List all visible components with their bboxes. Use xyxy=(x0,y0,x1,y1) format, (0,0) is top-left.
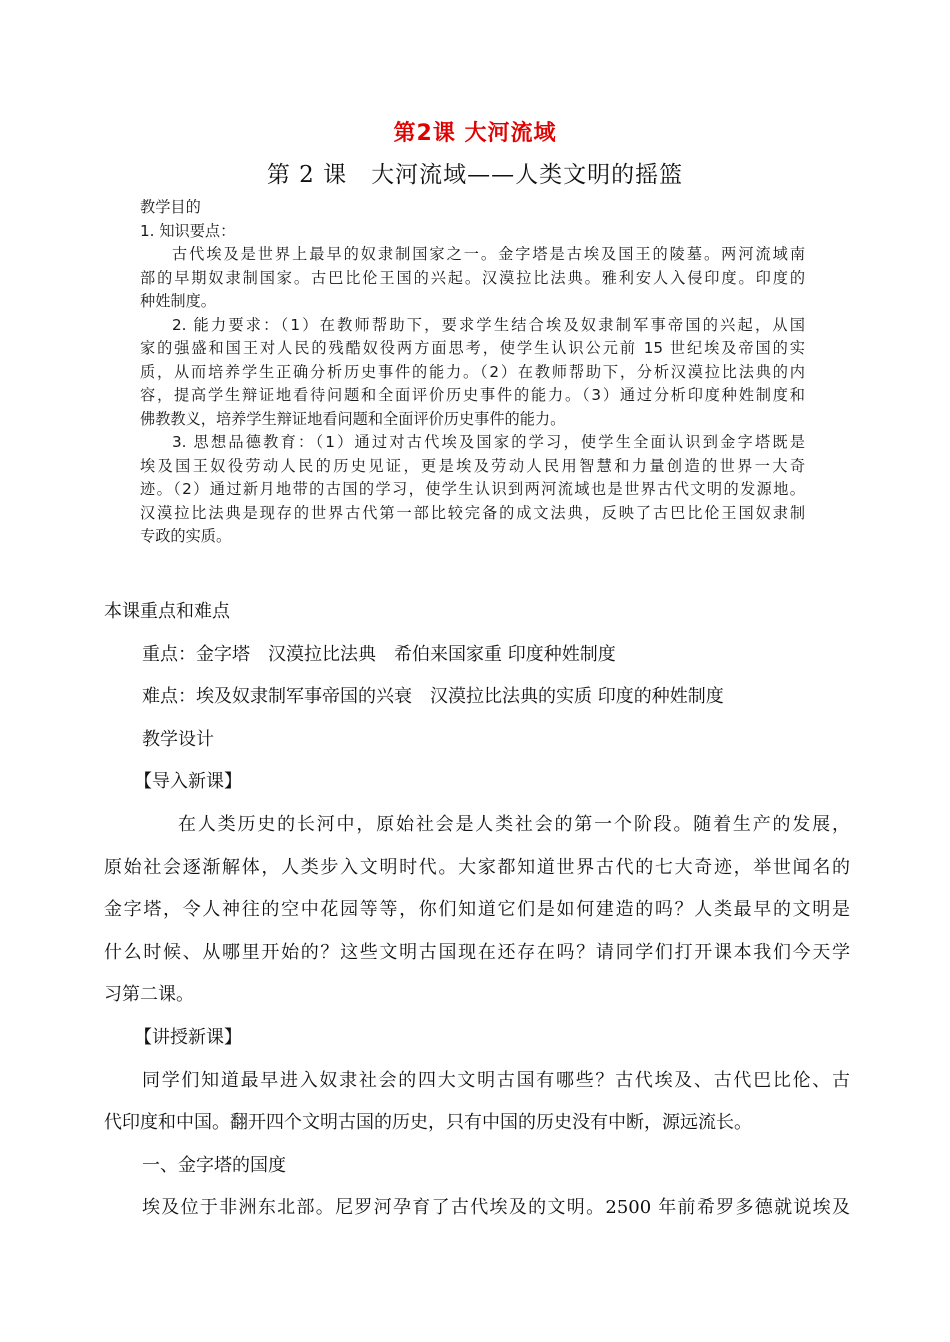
objectives-block xyxy=(140,196,805,549)
lesson-title: 第2课 大河流域 xyxy=(393,121,557,146)
section-heading: 本课重点和难点 xyxy=(104,601,230,622)
objectives-line: 质，从而培养学生正确分析历史事件的能力。（2）在教师帮助下，分析汉漠拉比法典的内 xyxy=(140,362,805,381)
objectives-line: 容，提高学生辩证地看待问题和全面评价历史事件的能力。（3）通过分析印度种姓制度和 xyxy=(140,386,805,404)
key-points: 重点：金字塔 汉漠拉比法典 希伯来国家重 印度种姓制度 xyxy=(142,643,616,665)
objectives-line: 家的强盛和国王对人民的残酷奴役两方面思考，使学生认识公元前 15 世纪埃及帝国的实 xyxy=(140,339,805,357)
section-heading: 一、金字塔的国度 xyxy=(142,1154,286,1176)
section-heading: 【导入新课】 xyxy=(134,771,242,793)
objectives-line: 专政的实质。 xyxy=(140,527,232,545)
objectives-line: 汉漠拉比法典是现存的世界古代第一部比较完备的成文法典，反映了古巴比伦王国奴隶制 xyxy=(140,503,805,522)
body-line: 代印度和中国。翻开四个文明古国的历史，只有中国的历史没有中断，源远流长。 xyxy=(104,1112,752,1134)
section-heading: 教学设计 xyxy=(142,728,214,750)
body-line: 习第二课。 xyxy=(104,984,194,1006)
body-line: 什么时候、从哪里开始的？这些文明古国现在还存在吗？请同学们打开课本我们今天学 xyxy=(104,941,850,963)
objectives-line: 迹。（2）通过新月地带的古国的学习，使学生认识到两河流域也是世界古代文明的发源地。 xyxy=(140,480,805,498)
objectives-heading: 教学目的 xyxy=(140,198,201,216)
difficult-points: 难点：埃及奴隶制军事帝国的兴衰 汉漠拉比法典的实质 印度的种姓制度 xyxy=(142,686,724,708)
lesson-body xyxy=(104,591,850,1230)
lesson-subtitle: 第 2 课 大河流域——人类文明的摇篮 xyxy=(266,162,684,188)
objectives-line: 部的早期奴隶制国家。古巴比伦王国的兴起。汉漠拉比法典。雅利安人入侵印度。印度的 xyxy=(140,268,805,287)
objectives-line: 埃及国王奴役劳动人民的历史见证，更是埃及劳动人民用智慧和力量创造的世界一大奇 xyxy=(140,456,805,475)
body-line: 在人类历史的长河中，原始社会是人类社会的第一个阶段。随着生产的发展， xyxy=(178,813,850,835)
objectives-line: 种姓制度。 xyxy=(140,292,216,310)
objectives-line: 古代埃及是世界上最早的奴隶制国家之一。金字塔是古埃及国王的陵墓。两河流域南 xyxy=(172,245,805,263)
body-line: 埃及位于非洲东北部。尼罗河孕育了古代埃及的文明。2500 年前希罗多德就说埃及 xyxy=(142,1197,850,1219)
objectives-line: 佛教教义，培养学生辩证地看问题和全面评价历史事件的能力。 xyxy=(140,409,566,428)
body-line: 金字塔，令人神往的空中花园等等，你们知道它们是如何建造的吗？人类最早的文明是 xyxy=(104,899,850,921)
objectives-line: 3. 思想品德教育：（1）通过对古代埃及国家的学习，使学生全面认识到金字塔既是 xyxy=(172,433,805,451)
objectives-line: 1. 知识要点： xyxy=(140,221,236,240)
body-line: 同学们知道最早进入奴隶社会的四大文明古国有哪些？古代埃及、古代巴比伦、古 xyxy=(142,1069,850,1091)
section-heading: 【讲授新课】 xyxy=(134,1026,242,1048)
objectives-line: 2. 能力要求：（1）在教师帮助下，要求学生结合埃及奴隶制军事帝国的兴起，从国 xyxy=(172,315,805,334)
body-line: 原始社会逐渐解体，人类步入文明时代。大家都知道世界古代的七大奇迹，举世闻名的 xyxy=(104,856,850,878)
